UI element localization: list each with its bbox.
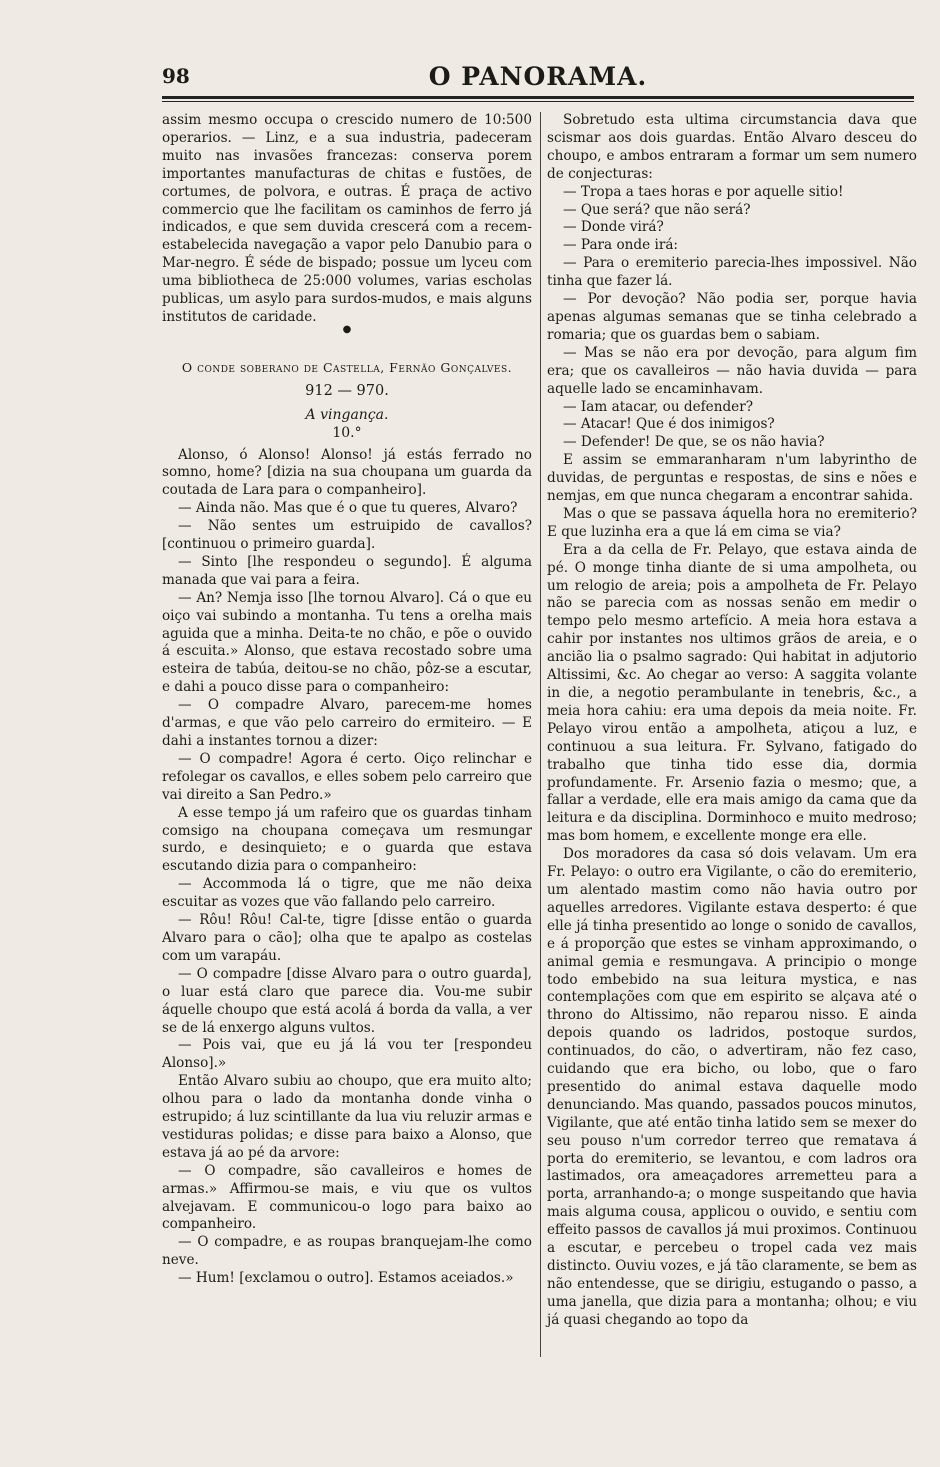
paragraph: — Hum! [exclamou o outro]. Estamos aceiados.» (178, 1270, 514, 1287)
paragraph: — Ainda não. Mas que é o que tu queres, Alvaro? (178, 500, 518, 517)
paragraph: — Iam atacar, ou defender? (563, 398, 754, 415)
section-title: O conde soberano de Castella, Fernão Gonçalves. (181, 359, 513, 375)
paragraph: — An? Nemja isso [lhe tornou Alvaro]. Cá o que eu oiço vai subindo a montanha. Tu tens a orelha mais aguida que a minha. Deita-te no chão, e põe o ouvido á escuita.» Alonso, que estava recostado sobre uma esteira de tabúa, deitou-se no chão, pôz-se a escutar, e dahi a pouco disse para o companheiro: (162, 589, 532, 696)
paragraph: — Tropa a taes horas e por aquelle sitio! (563, 183, 844, 200)
right-column (547, 112, 917, 1330)
header-rule-thin (162, 101, 914, 102)
paragraph: — Por devoção? Não podia ser, porque havia apenas algumas semanas que se tinha celebrado a romaria; que os guardas bem o sabiam. (547, 291, 917, 343)
section-subtitle: A vingança. (305, 406, 389, 423)
page-number: 98 (162, 64, 190, 88)
header-rule (162, 96, 914, 99)
paragraph: Mas o que se passava áquella hora no eremiterio? E que luzinha era a que lá em cima se via? (547, 505, 917, 540)
paragraph: — O compadre, são cavalleiros e homes de armas.» Affirmou-se mais, e viu que os vultos alvejavam. E communicou-o logo para baixo ao companheiro. (162, 1162, 532, 1233)
journal-title: O PANORAMA. (428, 62, 648, 91)
paragraph: Alonso, ó Alonso! Alonso! já estás ferrado no somno, home? [dizia na sua choupana um guarda da coutada de Lara para o companheiro]. (162, 446, 532, 499)
paragraph: — Defender! De que, se os não havia? (563, 434, 825, 451)
paragraph-end-mark: ● (342, 323, 352, 335)
paragraph: — O compadre [disse Alvaro para o outro guarda], o luar está claro que parece dia. Vou-me subir áquelle choupo que está acolá á borda da valla, a ver se de lá enxergo alguns vultos. (162, 965, 532, 1036)
paragraph: — Não sentes um estruipido de cavallos? [continuou o primeiro guarda]. (162, 518, 532, 553)
paragraph: — O compadre! Agora é certo. Oiço relinchar e refolegar os cavallos, e elles sobem pelo carreiro que vai direito a San Pedro.» (162, 750, 532, 803)
section-dates: 912 — 970. (305, 382, 389, 399)
paragraph: — Accommoda lá o tigre, que me não deixa escuitar as vozes que vão fallando pelo carreiro. (162, 876, 532, 911)
paragraph: — O compadre, e as roupas branquejam-lhe como neve. (162, 1234, 532, 1269)
paragraph: — Pois vai, que eu já lá vou ter [respondeu Alonso].» (162, 1037, 532, 1072)
page-header (162, 62, 914, 92)
chapter-number: 10.° (332, 424, 362, 441)
paragraph: — Sinto [lhe respondeu o segundo]. É alguma manada que vai para a feira. (162, 553, 532, 588)
left-column (162, 112, 532, 1288)
paragraph: — Rôu! Rôu! Cal-te, tigre [disse então o guarda Alvaro para o cão]; olha que te apalpo as costelas com um varapáu. (162, 912, 532, 964)
paragraph: — Donde virá? (563, 219, 664, 236)
paragraph: A esse tempo já um rafeiro que os guardas tinham comsigo na choupana começava um resmungar surdo, e desinquieto; e o guarda que estava escutando dizia para o companheiro: (162, 804, 532, 875)
paragraph: Era a da cella de Fr. Pelayo, que estava ainda de pé. O monge tinha diante de si uma ampolheta, ou um relogio de areia; pois a ampolheta de Fr. Pelayo não se parecia com as nossas senão em medir o tempo pelo mesmo artefício. A meia hora estava a cahir por instantes nos ultimos grãos de areia, e o ancião lia o psalmo sagrado: Qui habitat in adjutorio Altissimi, &c. Ao chegar ao verso: A saggita volante in die, a negotio perambulante in tenebris, &c., a meia hora cahiu: era uma depois da meia noite. Fr. Pelayo virou então a ampolheta, atiçou a luz, e continuou a sua leitura. Fr. Sylvano, fatigado do trabalho que tinha tido esse dia, dormia profundamente. Fr. Arsenio fazia o mesmo; que, a fallar a verdade, elle era mais amigo da cama que da leitura e da disciplina. Dorminhoco e muito medroso; mas bom homem, e excellente monge era elle. (547, 541, 917, 845)
paragraph: — Que será? que não será? (563, 201, 751, 218)
column-separator (540, 112, 541, 1357)
paragraph: — Mas se não era por devoção, para algum fim era; que os cavalleiros — não havia duvida — para aquelle lado se encaminhavam. (547, 344, 917, 397)
paragraph: E assim se emmaranharam n'um labyrintho de duvidas, de perguntas e respostas, de sins e nões e nemjas, em que nunca chegaram a encontrar sahida. (547, 452, 917, 505)
paragraph: — Para onde irá: (563, 237, 679, 254)
paragraph: — Para o eremiterio parecia-lhes impossivel. Não tinha que fazer lá. (547, 255, 917, 290)
paragraph: — O compadre Alvaro, parecem-me homes d'armas, e que vão pelo carreiro do ermiteiro. — E dahi a instantes tornou a dizer: (162, 697, 532, 749)
paragraph: Sobretudo esta ultima circumstancia dava que scismar aos dois guardas. Então Alvaro desceu do choupo, e ambos entraram a formar um sem numero de conjecturas: (547, 112, 917, 182)
paragraph: — Atacar! Que é dos inimigos? (563, 416, 775, 433)
paragraph: Dos moradores da casa só dois velavam. Um era Fr. Pelayo: o outro era Vigilante, o cão do eremiterio, um alentado mastim como não havia outro por aquelles arredores. Vigilante estava desperto: é que elle já tinha presentido ao longe o sonido de cavallos, e á proporção que estes se vinham approximando, o animal gemia e resmungava. A principio o monge todo embebido na sua leitura mystica, e nas contemplações com que em espirito se alçava até o throno do Altissimo, não reparou nisso. E ainda depois quando os ladridos, postoque surdos, continuados, do cão, o advertiram, não fez caso, cuidando que era bicho, ou lobo, que o faro presentido do animal estava daquelle modo denunciando. Mas quando, passados poucos minutos, Vigilante, que até então tinha latido sem se mexer do seu pouso n'um corredor terreo que rematava á porta do eremiterio, se levantou, e com ladros ora lastimados, ora ameaçadores arremetteu para a porta, arranhando-a; o monge suspeitando que havia mais alguma cousa, applicou o ouvido, e sentiu com effeito passos de cavallos já mui proximos. Continuou a escutar, e percebeu o tropel cada vez mais distincto. Ouviu vozes, e já tão claramente, se bem as não entendesse, que se dirigiu, estugando o passo, a uma janella, que dizia para a montanha; olhou; e viu já quasi chegando ao topo da (547, 846, 917, 1328)
intro-paragraph: assim mesmo occupa o crescido numero de 10:500 operarios. — Linz, e a sua industria, padeceram muito nas invasões francezas: conserva porem importantes manufacturas de chitas e fustões, de cortumes, de polvora, e outras. É praça de activo commercio que lhe facilitam os caminhos de ferro já indicados, e que sem duvida crescerá com a recem-estabelecida navegação a vapor pelo Danubio para o Mar-negro. É séde de bispado; possue um lyceu com uma bibliotheca de 25:000 volumes, varias escholas publicas, um asylo para surdos-mudos, e mais alguns institutos de caridade. (162, 112, 532, 325)
paragraph: Então Alvaro subiu ao choupo, que era muito alto; olhou para o lado da montanha donde vinha o estrupido; á luz scintillante da lua viu reluzir armas e vestiduras polidas; e disse para baixo a Alonso, que estava já ao pé da arvore: (162, 1073, 532, 1161)
